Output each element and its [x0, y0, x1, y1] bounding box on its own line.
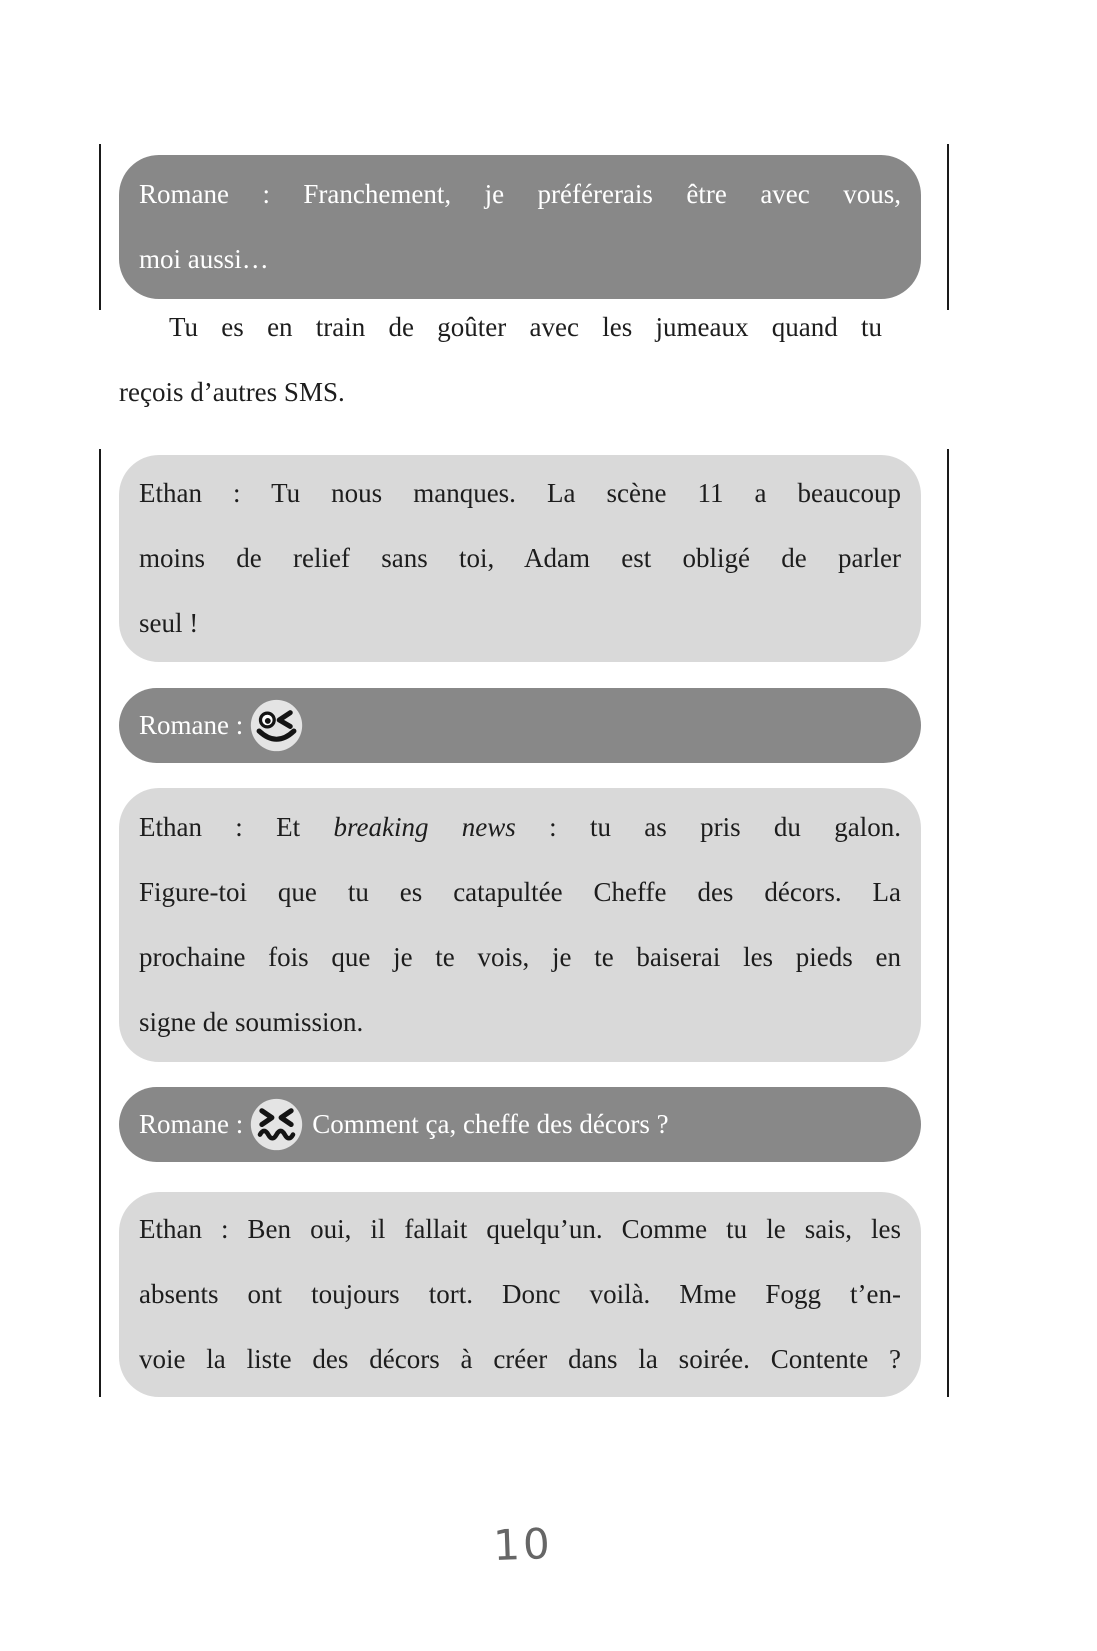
confounded-face-emoji [249, 1097, 304, 1152]
sms-text-line [139, 1092, 901, 1157]
sms-bubble-ethan-2 [119, 788, 921, 1062]
sms-text-line: moins de relief sans toi, Adam est obligé de parler [139, 543, 901, 573]
narrative-line: Tu es en train de goûter avec les jumeaux quand tu [169, 312, 882, 342]
sms-bubble-romane-2 [119, 688, 921, 763]
speaker-label: Romane : [139, 1109, 244, 1139]
sms-text-line: Figure-toi que tu es catapultée Cheffe des décors. La [139, 877, 901, 907]
wink-face-emoji [249, 698, 304, 753]
sms-text-line: moi aussi… [139, 244, 269, 274]
page-number: 10 [492, 1518, 554, 1571]
sms-text-line: signe de soumission. [139, 1007, 364, 1037]
sms-text-line: seul ! [139, 608, 199, 638]
italic-phrase: breaking news [333, 812, 516, 842]
sms-text-line: voie la liste des décors à créer dans la soirée. Contente ? [139, 1344, 901, 1374]
sms-text-segment: Ethan : Et [139, 812, 334, 842]
sms-bubble-ethan-3 [119, 1192, 921, 1397]
right-margin-rule-top [947, 144, 949, 310]
narrative-line: reçois d’autres SMS. [119, 377, 345, 407]
sms-text-line: Romane : Franchement, je préférerais être avec vous, [139, 179, 901, 209]
sms-text-line: prochaine fois que je te vois, je te baiserai les pieds en [139, 942, 901, 972]
sms-bubble-ethan-1 [119, 455, 921, 662]
sms-bubble-romane-1 [119, 155, 921, 299]
sms-text-line: Ethan : Ben oui, il fallait quelqu’un. Comme tu le sais, les [139, 1214, 901, 1244]
sms-text-line [139, 693, 901, 758]
sms-bubble-romane-3 [119, 1087, 921, 1162]
sms-text-segment: Comment ça, cheffe des décors ? [312, 1109, 669, 1139]
left-margin-rule-top [99, 144, 101, 310]
sms-text-line [139, 795, 901, 860]
right-margin-rule-bottom [947, 449, 949, 1397]
sms-text-line: Ethan : Tu nous manques. La scène 11 a beaucoup [139, 478, 901, 508]
speaker-label: Romane : [139, 710, 244, 740]
sms-text-line: absents ont toujours tort. Donc voilà. Mme Fogg t’en- [139, 1279, 901, 1309]
left-margin-rule-bottom [99, 449, 101, 1397]
sms-text-segment: : tu as pris du galon. [515, 812, 901, 842]
narrative-paragraph [119, 295, 882, 425]
